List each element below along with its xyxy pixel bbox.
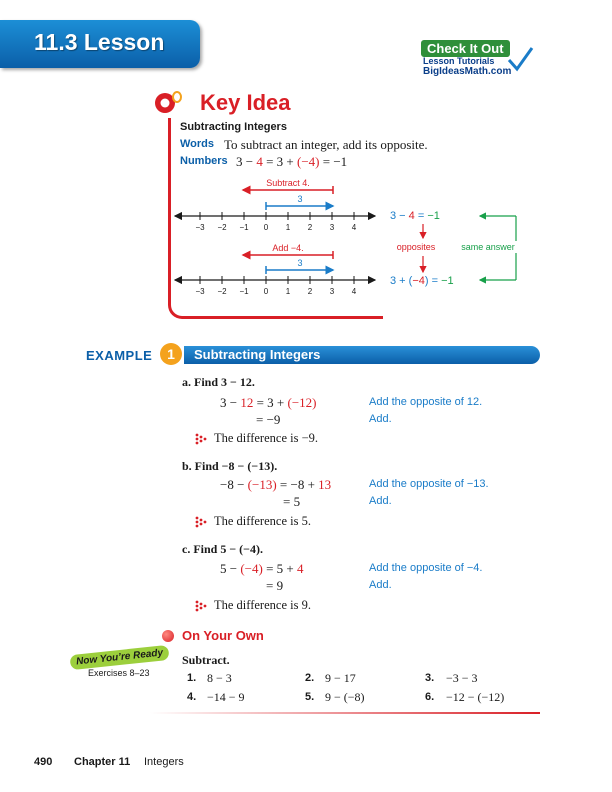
part-a-answer: The difference is −9. bbox=[214, 431, 318, 445]
footer-topic: Integers bbox=[144, 756, 184, 768]
part-c-answer: The difference is 9. bbox=[214, 598, 311, 612]
part-c-step2: = 9 bbox=[266, 578, 284, 593]
checkmark-icon bbox=[505, 44, 535, 74]
tick-label: −3 bbox=[195, 223, 205, 232]
number-line-diagram bbox=[170, 170, 540, 305]
tick-label: −1 bbox=[239, 287, 249, 296]
exercise-text: −12 − (−12) bbox=[446, 690, 505, 704]
now-youre-ready-label: Now You’re Ready bbox=[69, 645, 169, 670]
exercise-number: 1. bbox=[187, 672, 197, 684]
tick-label: −3 bbox=[195, 287, 205, 296]
on-your-own-icon bbox=[162, 630, 174, 642]
exercises-reference: Exercises 8–23 bbox=[88, 668, 150, 678]
words-text: To subtract an integer, add its opposite. bbox=[224, 137, 428, 152]
on-your-own-title: On Your Own bbox=[182, 628, 264, 643]
answer-arrow-icon bbox=[195, 600, 207, 612]
words-label: Words bbox=[180, 138, 215, 150]
exercise-number: 5. bbox=[305, 691, 315, 703]
same-answer-label: same answer bbox=[461, 242, 515, 252]
bottom-ticks bbox=[195, 276, 356, 296]
tick-label: 1 bbox=[285, 287, 291, 296]
part-a-note2: Add. bbox=[369, 413, 392, 425]
tick-label: 3 bbox=[329, 223, 335, 232]
example-title: Subtracting Integers bbox=[194, 347, 321, 362]
exercise-text: −3 − 3 bbox=[446, 671, 478, 685]
exercise-number: 6. bbox=[425, 691, 435, 703]
example-number: 1 bbox=[160, 343, 182, 365]
part-c-note1: Add the opposite of −4. bbox=[369, 562, 483, 574]
tick-label: 0 bbox=[263, 223, 269, 232]
tick-label: 3 bbox=[329, 287, 335, 296]
tick-label: 4 bbox=[351, 223, 357, 232]
tick-label: 1 bbox=[285, 223, 291, 232]
page-number: 490 bbox=[34, 756, 53, 768]
tutorial-badge-line2: Lesson Tutorials bbox=[423, 56, 495, 66]
part-b-note2: Add. bbox=[369, 495, 392, 507]
tick-label: 4 bbox=[351, 287, 357, 296]
answer-arrow-icon bbox=[195, 516, 207, 528]
answer-arrow-icon bbox=[195, 433, 207, 445]
lesson-title: 11.3 Lesson bbox=[34, 29, 165, 55]
exercise-text: 9 − 17 bbox=[325, 671, 356, 685]
exercise-number: 3. bbox=[425, 672, 435, 684]
numbers-label: Numbers bbox=[180, 155, 228, 167]
now-youre-ready-badge[interactable] bbox=[66, 647, 174, 684]
top-arrow-label: Subtract 4. bbox=[266, 178, 310, 188]
lesson-banner bbox=[0, 20, 200, 68]
eq-part-red: (−4) bbox=[297, 154, 320, 169]
tutorial-badge-line1: Check It Out bbox=[421, 40, 510, 57]
side-equation-bottom: 3 + (−4) = −1 bbox=[390, 275, 454, 287]
part-b-answer: The difference is 5. bbox=[214, 514, 311, 528]
exercise-text: −14 − 9 bbox=[207, 690, 245, 704]
section-divider bbox=[150, 712, 540, 714]
example-label: EXAMPLE bbox=[86, 348, 153, 363]
tutorial-badge[interactable] bbox=[413, 40, 533, 80]
part-c-step1: 5 − (−4) = 5 + 4 bbox=[220, 561, 304, 576]
opposites-label: opposites bbox=[396, 242, 436, 252]
key-idea-icon bbox=[154, 90, 182, 116]
part-a-step1: 3 − 12 = 3 + (−12) bbox=[220, 395, 317, 410]
top-ticks bbox=[195, 212, 356, 232]
key-idea-title: Key Idea bbox=[200, 90, 291, 115]
eq-part-red: 4 bbox=[256, 154, 263, 169]
exercise-text: 9 − (−8) bbox=[325, 690, 365, 704]
part-c-note2: Add. bbox=[369, 579, 392, 591]
tick-label: 2 bbox=[307, 223, 313, 232]
tick-label: 0 bbox=[263, 287, 269, 296]
key-idea-heading: Subtracting Integers bbox=[180, 121, 287, 133]
bottom-arrow-label: Add −4. bbox=[272, 243, 304, 253]
part-b-step2: = 5 bbox=[283, 494, 301, 509]
tutorial-badge-line3: BigIdeasMath.com bbox=[423, 66, 512, 77]
tick-label: −1 bbox=[239, 223, 249, 232]
tick-label: 2 bbox=[307, 287, 313, 296]
eq-part: = 3 + bbox=[262, 154, 298, 169]
exercise-text: 8 − 3 bbox=[207, 671, 232, 685]
eq-part: 3 − bbox=[236, 154, 257, 169]
top-span-label: 3 bbox=[297, 194, 303, 204]
part-a-step2: = −9 bbox=[256, 412, 281, 427]
tick-label: −2 bbox=[217, 287, 227, 296]
bottom-span-label: 3 bbox=[297, 258, 303, 268]
side-equation-top: 3 − 4 = −1 bbox=[390, 210, 440, 222]
part-b-label: b. Find −8 − (−13). bbox=[182, 459, 278, 473]
instruction-text: Subtract. bbox=[182, 653, 230, 667]
part-a-label: a. Find 3 − 12. bbox=[182, 375, 255, 389]
exercise-number: 2. bbox=[305, 672, 315, 684]
footer-chapter: Chapter 11 bbox=[74, 756, 131, 768]
part-a-note1: Add the opposite of 12. bbox=[369, 396, 483, 408]
part-b-note1: Add the opposite of −13. bbox=[369, 478, 489, 490]
exercise-number: 4. bbox=[187, 691, 197, 703]
eq-part: = −1 bbox=[319, 154, 348, 169]
part-b-step1: −8 − (−13) = −8 + 13 bbox=[220, 477, 332, 492]
tick-label: −2 bbox=[217, 223, 227, 232]
numbers-equation bbox=[236, 154, 347, 170]
part-c-label: c. Find 5 − (−4). bbox=[182, 542, 264, 556]
